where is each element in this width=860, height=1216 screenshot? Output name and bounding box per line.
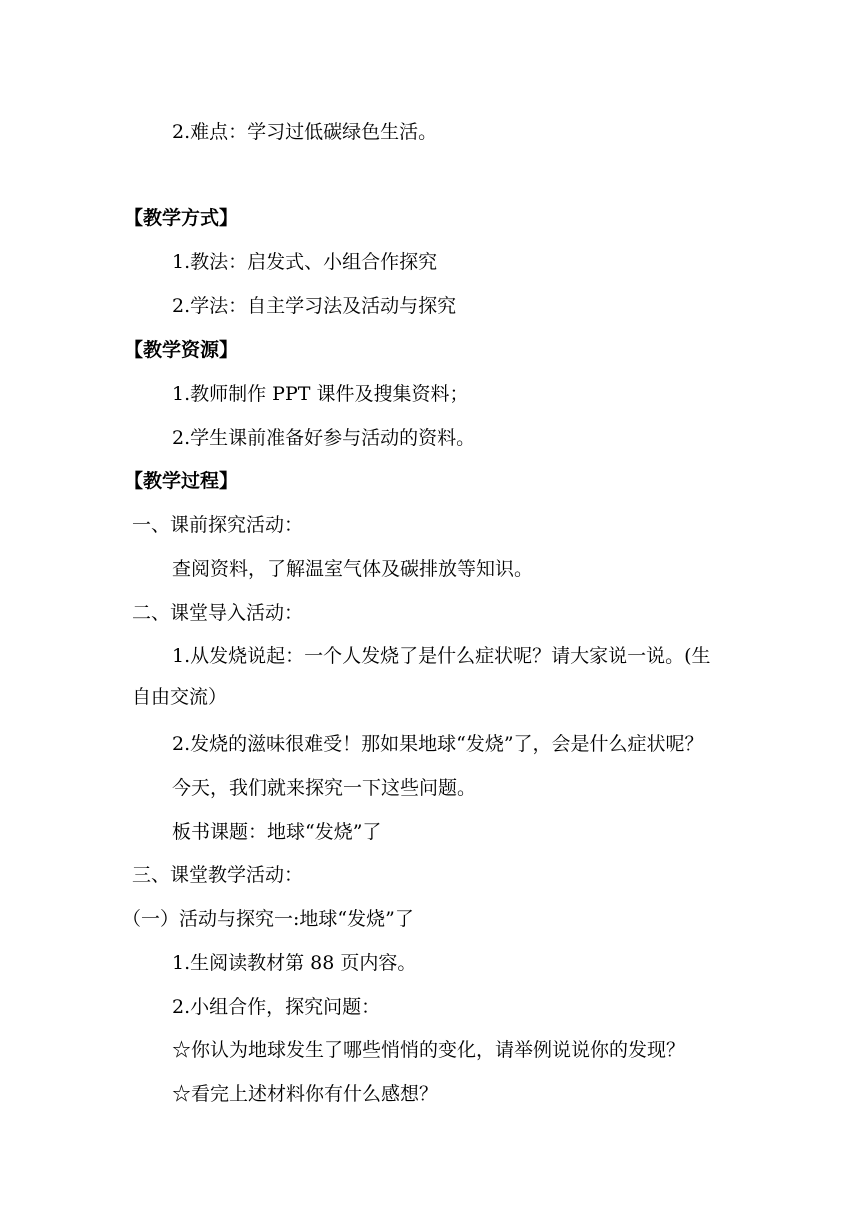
teaching-method-item-2: 2.学法：自主学习法及活动与探究 — [172, 295, 457, 317]
teaching-resources-item-2: 2.学生课前准备好参与活动的资料。 — [172, 427, 476, 449]
process-step-1-title: 一、课前探究活动： — [132, 514, 304, 536]
section-heading-teaching-method: 【教学方式】 — [124, 207, 239, 229]
process-step-1-text: 查阅资料，了解温室气体及碳排放等知识。 — [172, 558, 534, 580]
teaching-resources-item-1: 1.教师制作 PPT 课件及搜集资料； — [172, 383, 469, 405]
section-heading-teaching-process: 【教学过程】 — [124, 470, 239, 492]
teaching-method-item-1: 1.教法：启发式、小组合作探究 — [172, 251, 438, 273]
process-step-2-item-1: 1.从发烧说起：一个人发烧了是什么症状呢？请大家说一说。(生 — [172, 645, 711, 667]
process-step-2-item-2: 2.发烧的滋味很难受！那如果地球“发烧”了，会是什么症状呢？ — [172, 733, 704, 755]
process-step-2-item-1-cont: 自由交流） — [132, 686, 228, 708]
activity-1-question-2: ☆看完上述材料你有什么感想？ — [172, 1083, 439, 1105]
blackboard-title: 板书课题：地球“发烧”了 — [172, 821, 382, 843]
activity-1-question-1: ☆你认为地球发生了哪些悄悄的变化，请举例说说你的发现？ — [172, 1039, 686, 1061]
process-step-3-title: 三、课堂教学活动： — [132, 864, 304, 886]
activity-1-title: （一）活动与探究一:地球“发烧”了 — [122, 908, 414, 930]
activity-1-item-2: 2.小组合作，探究问题： — [172, 996, 381, 1018]
activity-1-item-1: 1.生阅读教材第 88 页内容。 — [172, 952, 417, 974]
process-step-2-title: 二、课堂导入活动： — [132, 602, 304, 624]
process-step-2-text: 今天，我们就来探究一下这些问题。 — [172, 777, 477, 799]
section-heading-teaching-resources: 【教学资源】 — [124, 339, 239, 361]
difficulty-point: 2.难点：学习过低碳绿色生活。 — [172, 121, 438, 143]
